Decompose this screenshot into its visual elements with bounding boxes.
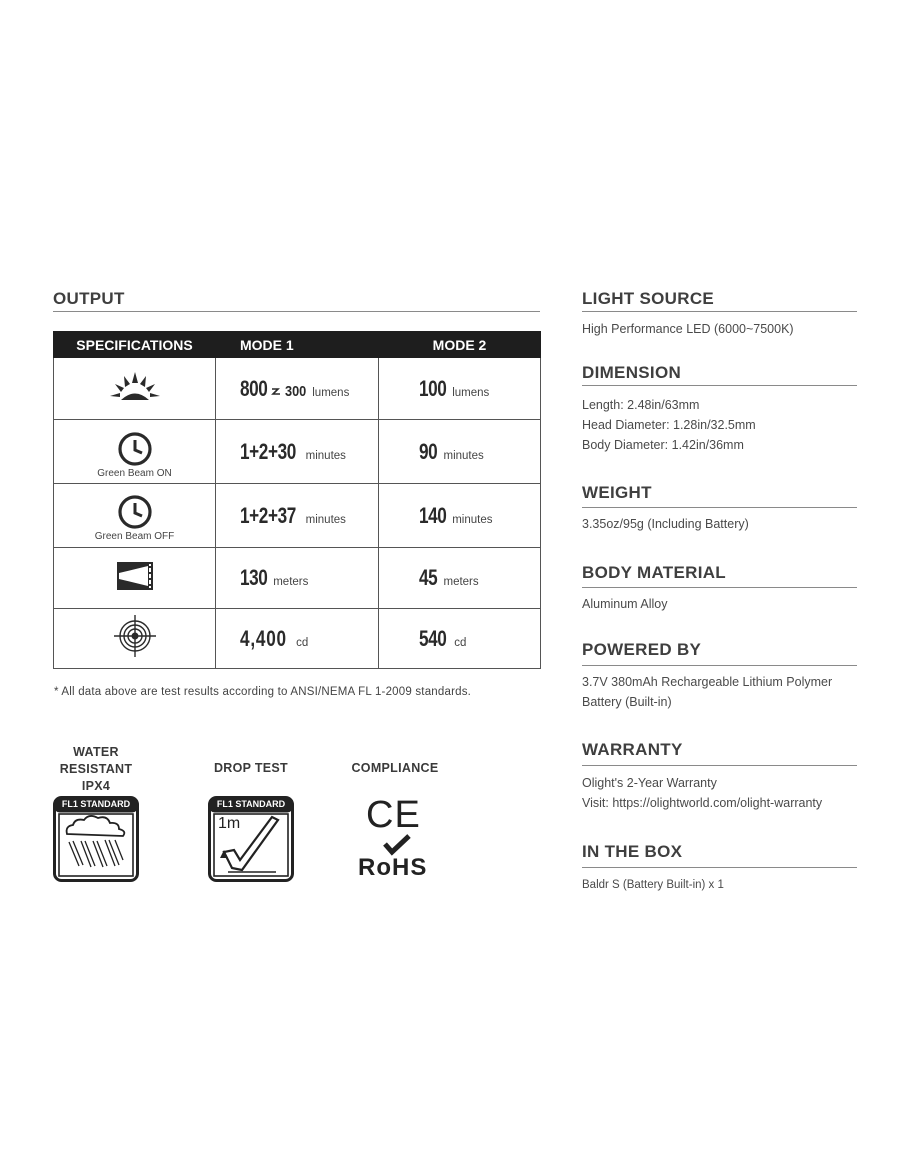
mode1-intensity xyxy=(216,609,379,669)
powered-by-text xyxy=(582,672,832,712)
in-the-box-line: Baldr S (Battery Built-in) x 1 xyxy=(582,879,724,891)
table-row xyxy=(54,484,541,548)
mode1-distance xyxy=(216,548,379,609)
in-the-box-text xyxy=(582,875,724,895)
mode1-brightness xyxy=(216,358,379,420)
mode1-runtime-on-unit: minutes xyxy=(305,449,346,462)
mode1-brightness-extra: 300 xyxy=(285,382,307,400)
dimension-length: Length: 2.48in/63mm xyxy=(582,398,700,412)
mode1-intensity-unit: cd xyxy=(296,636,309,649)
mode2-runtime-off-value: 140 xyxy=(419,502,447,528)
drop-distance-label: 1m xyxy=(218,815,241,832)
body-material-title: BODY MATERIAL xyxy=(582,563,726,582)
body-material-text xyxy=(582,594,667,614)
header-specifications: SPECIFICATIONS xyxy=(54,332,216,358)
mode2-distance xyxy=(379,548,541,609)
compliance-badge xyxy=(352,794,442,884)
mode1-brightness-unit: lumens xyxy=(312,386,350,399)
body-material-rule xyxy=(582,587,857,588)
water-standard-label: FL1 STANDARD xyxy=(61,799,131,809)
clock-icon xyxy=(115,431,155,467)
mode1-runtime-on-value: 1+2+30 xyxy=(240,438,296,464)
warranty-line-1: Olight's 2-Year Warranty xyxy=(582,776,717,790)
mode2-runtime-on xyxy=(379,420,541,484)
mode2-runtime-on-unit: minutes xyxy=(443,449,484,462)
light-source-rule xyxy=(582,311,857,312)
weight-title: WEIGHT xyxy=(582,483,652,502)
warranty-title: WARRANTY xyxy=(582,740,683,759)
compliance-label: COMPLIANCE xyxy=(351,761,439,775)
mode1-runtime-on xyxy=(216,420,379,484)
header-mode-2: MODE 2 xyxy=(379,332,541,358)
spec-table xyxy=(53,331,541,669)
spec-icon-cell xyxy=(54,548,216,609)
green-beam-on-caption: Green Beam ON xyxy=(97,467,172,479)
weight-line: 3.35oz/95g (Including Battery) xyxy=(582,517,749,531)
test-note: * All data above are test results according to ANSI/NEMA FL 1-2009 standards. xyxy=(54,686,472,698)
table-row xyxy=(54,358,541,420)
mode2-intensity-value: 540 xyxy=(419,625,447,651)
output-title: OUTPUT xyxy=(53,289,125,308)
mode1-distance-unit: meters xyxy=(273,576,309,588)
dimension-body-diameter: Body Diameter: 1.42in/36mm xyxy=(582,438,744,452)
body-material-line: Aluminum Alloy xyxy=(582,597,668,611)
dimension-title: DIMENSION xyxy=(582,363,682,382)
green-beam-off-caption: Green Beam OFF xyxy=(94,530,175,542)
warranty-text xyxy=(582,773,822,813)
warranty-link[interactable]: Visit: https://olightworld.com/olight-warranty xyxy=(582,796,823,810)
drop-test-label: DROP TEST xyxy=(213,761,288,775)
mode1-distance-value: 130 xyxy=(240,565,268,590)
table-row xyxy=(54,420,541,484)
drop-test-badge xyxy=(208,796,294,882)
weight-text xyxy=(582,514,749,534)
clock-icon xyxy=(115,494,155,530)
spec-icon-cell xyxy=(54,420,216,484)
mode2-brightness-unit: lumens xyxy=(452,386,490,399)
beam-distance-icon xyxy=(115,560,155,592)
table-row xyxy=(54,548,541,609)
light-source-text xyxy=(582,319,794,339)
water-resistant-label xyxy=(50,744,142,795)
header-mode-1: MODE 1 xyxy=(216,332,379,358)
output-rule xyxy=(53,311,540,312)
light-source-line: High Performance LED (6000~7500K) xyxy=(582,322,794,336)
spec-icon-cell xyxy=(54,358,216,420)
powered-by-rule xyxy=(582,665,857,666)
mode2-runtime-on-value: 90 xyxy=(419,438,438,464)
in-the-box-title: IN THE BOX xyxy=(582,842,683,861)
powered-by-line-1: 3.7V 380mAh Rechargeable Lithium Polymer xyxy=(582,675,833,689)
water-label-line-3: IPX4 xyxy=(81,779,111,793)
ce-mark: CE xyxy=(366,794,421,836)
spec-icon-cell xyxy=(54,484,216,548)
mode1-runtime-off-value: 1+2+37 xyxy=(240,502,296,528)
water-resistant-badge xyxy=(53,796,139,882)
in-the-box-rule xyxy=(582,867,857,868)
mode2-brightness-value: 100 xyxy=(419,375,447,401)
water-label-line-2: RESISTANT xyxy=(59,762,133,776)
mode2-brightness xyxy=(379,358,541,420)
table-row xyxy=(54,609,541,669)
powered-by-line-2: Battery (Built-in) xyxy=(582,695,672,709)
mode1-runtime-off-unit: minutes xyxy=(305,513,346,526)
weight-rule xyxy=(582,507,857,508)
warranty-rule xyxy=(582,765,857,766)
table-header-row xyxy=(54,332,541,358)
rohs-mark: RoHS xyxy=(358,854,428,881)
tilde-arrow-icon xyxy=(271,386,281,396)
mode2-distance-unit: meters xyxy=(443,576,479,588)
mode2-intensity-unit: cd xyxy=(454,636,467,649)
mode1-intensity-value: 4,400 xyxy=(240,625,287,651)
mode1-brightness-value: 800 xyxy=(240,375,268,401)
water-label-line-1: WATER xyxy=(73,745,119,759)
mode1-runtime-off xyxy=(216,484,379,548)
target-icon xyxy=(112,613,158,659)
powered-by-title: POWERED BY xyxy=(582,640,702,659)
mode2-distance-value: 45 xyxy=(419,565,438,590)
mode2-intensity xyxy=(379,609,541,669)
brightness-icon xyxy=(107,369,163,403)
mode2-runtime-off xyxy=(379,484,541,548)
spec-icon-cell xyxy=(54,609,216,669)
dimension-rule xyxy=(582,385,857,386)
dimension-text xyxy=(582,395,756,455)
light-source-title: LIGHT SOURCE xyxy=(582,289,715,308)
dimension-head-diameter: Head Diameter: 1.28in/32.5mm xyxy=(582,418,756,432)
mode2-runtime-off-unit: minutes xyxy=(452,513,493,526)
drop-standard-label: FL1 STANDARD xyxy=(216,799,286,809)
